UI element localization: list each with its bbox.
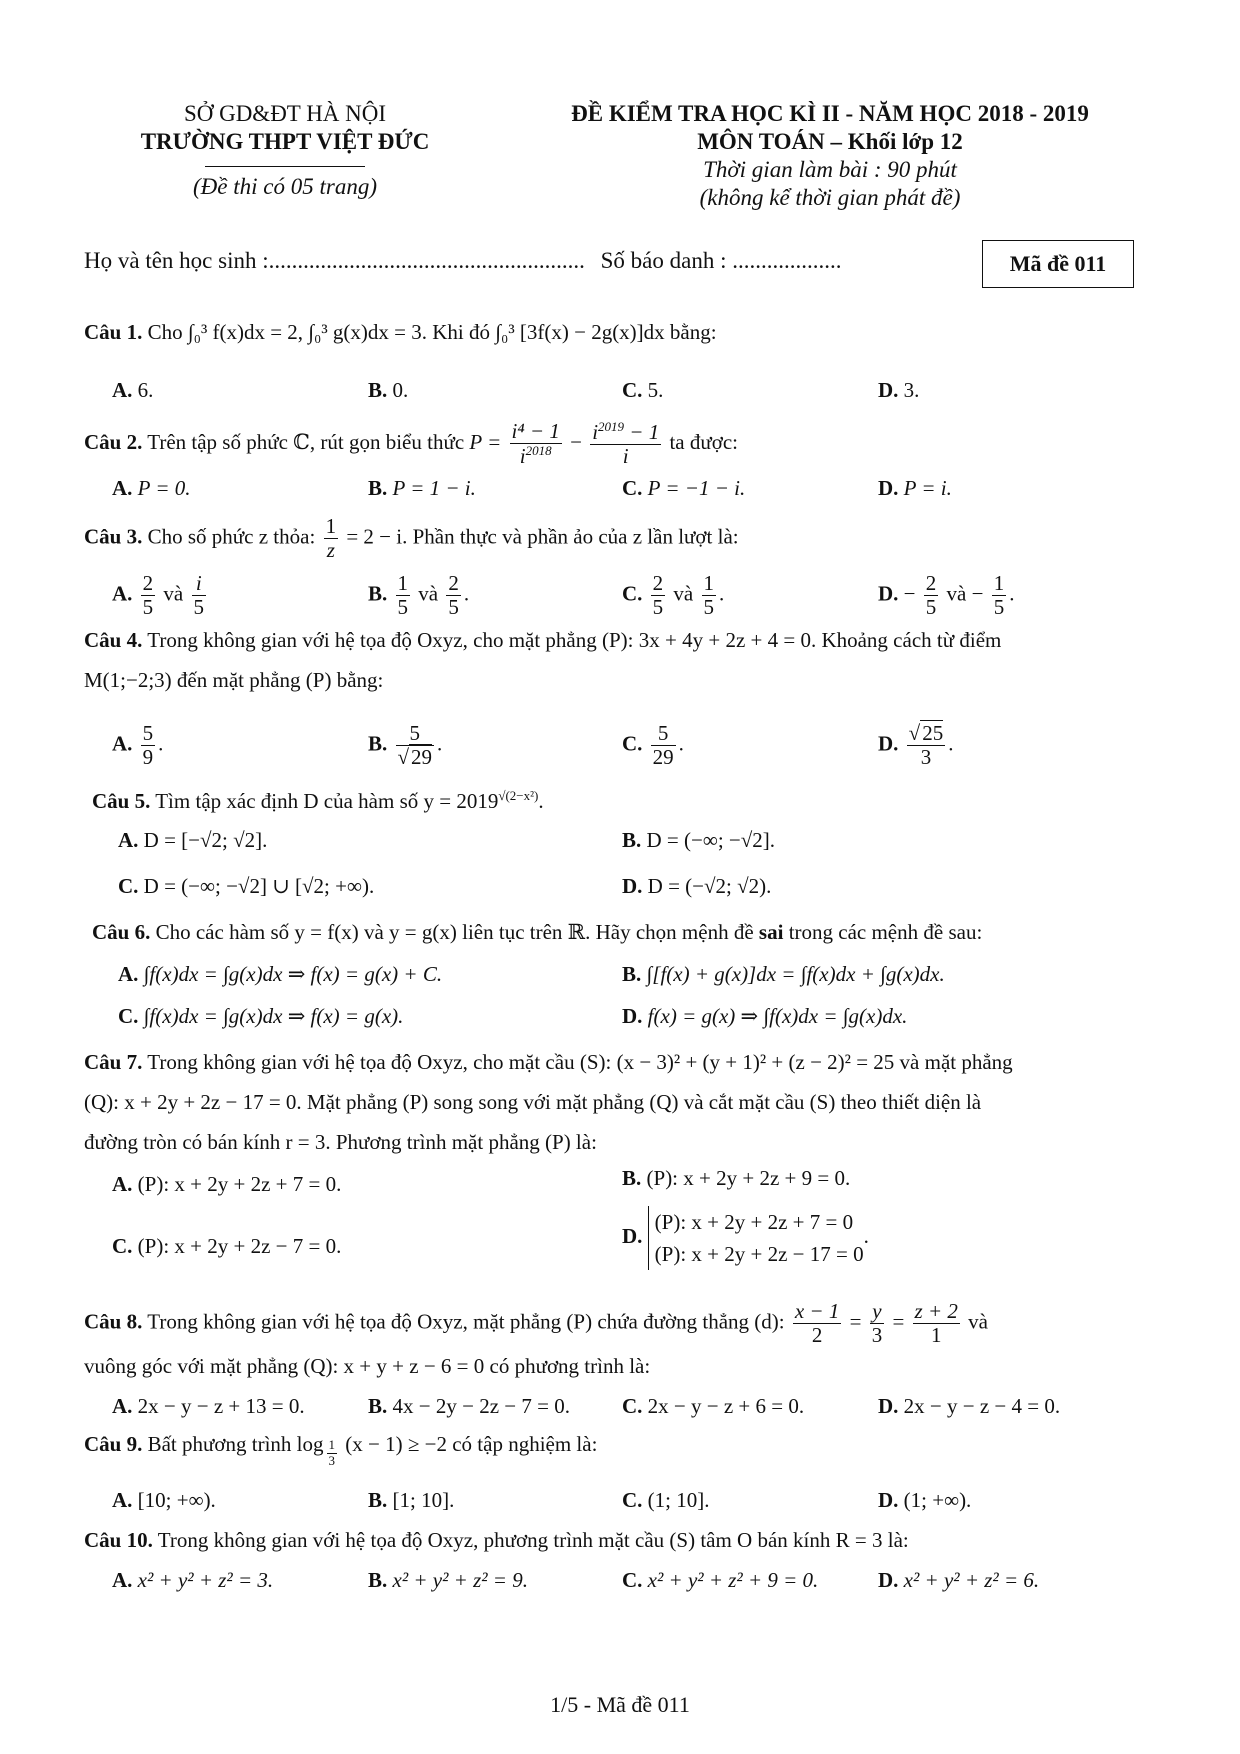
header-right (520, 100, 1140, 212)
option-a: A. 6. (112, 378, 154, 402)
option-b: B. $\frac{1}{5}$ và $\frac{2}{5}$ . (368, 571, 470, 620)
option-b: B. D = (−∞; −√2]. (622, 828, 776, 852)
question-1 (84, 320, 717, 345)
equation-system: (P): x + 2y + 2z + 7 = 0 (P): x + 2y + 2z − 17 = 0 (648, 1206, 864, 1270)
option-c: C. $\frac{5}{29}$ . (622, 721, 684, 770)
department-name: SỞ GD&ĐT HÀ NỘI (183, 101, 387, 126)
question-6: Câu 6. Cho các hàm số y = f(x) và y = g(x) liên tục trên ℝ. Hãy chọn mệnh đề sai trong các mệnh đề sau: (92, 920, 983, 944)
question-8: Câu 8. Trong không gian với hệ tọa độ Oxyz, mặt phẳng (P) chứa đường thẳng (d): $\frac{x - 1}{2}$ = $\frac{y}{3}$ = $\frac{z + 2}{1}$ và (84, 1299, 988, 1348)
option-a: A. $\frac{5}{9}$ . (112, 721, 164, 770)
option-d: D. (P): x + 2y + 2z + 7 = 0 (P): x + 2y + 2z − 17 = 0 . (622, 1206, 869, 1270)
option-d: D. (1; +∞). (878, 1488, 972, 1512)
question-7-line3: đường tròn có bán kính r = 3. Phương trình mặt phẳng (P) là: (84, 1130, 597, 1154)
question-4: Câu 4. Trong không gian với hệ tọa độ Oxyz, cho mặt phẳng (P): 3x + 4y + 2z + 4 = 0. Khoảng cách từ điểm (84, 628, 1002, 652)
option-a: A. $\frac{2}{5}$ và $\frac{i}{5}$ (112, 571, 204, 620)
option-d: D. x² + y² + z² = 6. (878, 1568, 1040, 1592)
question-7-line2: (Q): x + 2y + 2z − 17 = 0. Mặt phẳng (P) song song với mặt phẳng (Q) và cắt mặt cầu (S) theo thiết diện là (84, 1090, 982, 1114)
option-b: B. 4x − 2y − 2z − 7 = 0. (368, 1394, 570, 1418)
option-b: B. $\frac{5}{√29}$ . (368, 721, 443, 770)
student-info-line (84, 248, 841, 274)
option-c: C. ∫f(x)dx = ∫g(x)dx ⇒ f(x) = g(x). (118, 1004, 404, 1028)
fraction: $\frac{\text{i⁴ − 1}}{i^{2018}}$ (511, 419, 560, 469)
student-name-field: Họ và tên học sinh :....................................................... (84, 248, 585, 273)
option-c: C. 5. (622, 378, 664, 402)
student-id-field: Số báo danh : ................... (600, 248, 842, 273)
option-d: D. D = (−√2; √2). (622, 874, 772, 898)
question-8-line2: vuông góc với mặt phẳng (Q): x + y + z − 6 = 0 có phương trình là: (84, 1354, 651, 1378)
question-label: Câu 1. (84, 320, 143, 344)
option-c: C. P = −1 − i. (622, 476, 746, 500)
page-footer: 1/5 - Mã đề 011 (550, 1692, 690, 1717)
question-text: Cho ∫₀³ f(x)dx = 2, ∫₀³ g(x)dx = 3. Khi đó ∫₀³ [3f(x) − 2g(x)]dx bằng: (147, 320, 717, 344)
option-a: A. ∫f(x)dx = ∫g(x)dx ⇒ f(x) = g(x) + C. (118, 962, 443, 986)
question-5: Câu 5. Tìm tập xác định D của hàm số $y = 2019^{√(2-x^2)}$. (92, 788, 544, 813)
option-d: D. P = i. (878, 476, 952, 500)
subject: MÔN TOÁN – Khối lớp 12 (697, 129, 963, 154)
exam-time: Thời gian làm bài : 90 phút (703, 157, 957, 182)
option-c: C. 2x − y − z + 6 = 0. (622, 1394, 805, 1418)
option-d: D. − $\frac{2}{5}$ và − $\frac{1}{5}$ . (878, 571, 1015, 620)
exam-time-note: (không kể thời gian phát đề) (699, 185, 961, 210)
question-10: Câu 10. Trong không gian với hệ tọa độ Oxyz, phương trình mặt cầu (S) tâm O bán kính R = 3 là: (84, 1528, 909, 1552)
option-c: C. (P): x + 2y + 2z − 7 = 0. (112, 1234, 342, 1258)
option-d: D. 3. (878, 378, 920, 402)
school-name: TRƯỜNG THPT VIỆT ĐỨC (140, 129, 430, 154)
option-a: A. x² + y² + z² = 3. (112, 1568, 274, 1592)
divider (205, 166, 365, 167)
exam-title: ĐỀ KIỂM TRA HỌC KÌ II - NĂM HỌC 2018 - 2019 (571, 101, 1089, 126)
option-d: D. f(x) = g(x) ⇒ ∫f(x)dx = ∫g(x)dx. (622, 1004, 908, 1028)
option-b: B. (P): x + 2y + 2z + 9 = 0. (622, 1166, 851, 1190)
question-9: Câu 9. Bất phương trình log $_{\frac{1}{3}}$ (x − 1) ≥ −2 có tập nghiệm là: (84, 1432, 598, 1468)
option-c: C. D = (−∞; −√2] ∪ [√2; +∞). (118, 874, 375, 898)
option-b: B. [1; 10]. (368, 1488, 455, 1512)
question-4-line2: M(1;−2;3) đến mặt phẳng (P) bằng: (84, 668, 384, 692)
option-a: A. D = [−√2; √2]. (118, 828, 268, 852)
option-b: B. x² + y² + z² = 9. (368, 1568, 528, 1592)
option-b: B. 0. (368, 378, 409, 402)
option-d: D. 2x − y − z − 4 = 0. (878, 1394, 1061, 1418)
option-b: B. ∫[f(x) + g(x)]dx = ∫f(x)dx + ∫g(x)dx. (622, 962, 945, 986)
option-c: C. $\frac{2}{5}$ và $\frac{1}{5}$ . (622, 571, 725, 620)
fraction: $\frac{1}{z}$ (325, 514, 337, 563)
question-7: Câu 7. Trong không gian với hệ tọa độ Oxyz, cho mặt cầu (S): (x − 3)² + (y + 1)² + (z − 2)² = 25 và mặt phẳng (84, 1050, 1013, 1074)
question-2: Câu 2. Trên tập số phức ℂ, rút gọn biểu thức P = $\frac{\text{i⁴ − 1}}{i^{2018}}$ − $\frac{i^{2019} - 1}{i}$ ta được: (84, 419, 739, 469)
option-a: A. [10; +∞). (112, 1488, 216, 1512)
question-3: Câu 3. Cho số phức z thỏa: $\frac{1}{z}$ = 2 − i. Phần thực và phần ảo của z lần lượt là: (84, 514, 739, 563)
header-left (130, 100, 440, 201)
option-b: B. P = 1 − i. (368, 476, 476, 500)
option-a: A. 2x − y − z + 13 = 0. (112, 1394, 305, 1418)
option-a: A. (P): x + 2y + 2z + 7 = 0. (112, 1172, 342, 1196)
option-c: C. (1; 10]. (622, 1488, 710, 1512)
pages-note: (Đề thi có 05 trang) (193, 174, 377, 199)
exam-code-box: Mã đề 011 (982, 240, 1134, 288)
option-d: D. $\frac{√25}{3}$ . (878, 721, 954, 770)
option-c: C. x² + y² + z² + 9 = 0. (622, 1568, 819, 1592)
fraction: $\frac{i^{2019} - 1}{i}$ (592, 419, 660, 469)
option-a: A. P = 0. (112, 476, 191, 500)
